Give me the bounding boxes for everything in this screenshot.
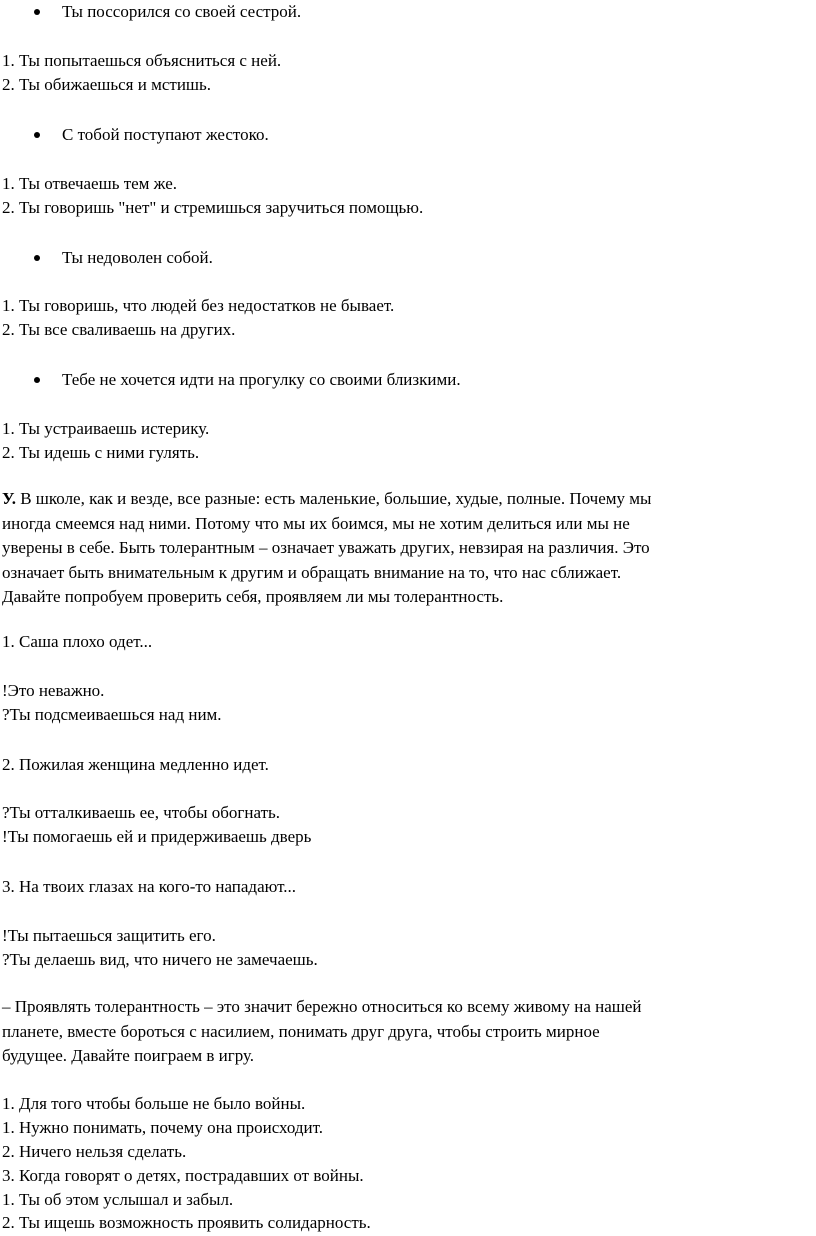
bullet-item [62, 370, 461, 390]
question-line: 2. Пожилая женщина медленно идет. [2, 755, 269, 774]
bullet-text: С тобой поступают жестоко. [62, 125, 269, 144]
game-line: 2. Ничего нельзя сделать. [2, 1142, 187, 1161]
game-line: 3. Когда говорят о детях, пострадавших от войны. [2, 1166, 364, 1185]
paragraph-line: иногда смеемся над ними. Потому что мы их боимся, мы не хотим делиться или мы не [2, 513, 630, 533]
bullet-dot-icon [34, 9, 40, 15]
answer-line: ?Ты делаешь вид, что ничего не замечаешь. [2, 950, 318, 969]
bullet-text: Ты поссорился со своей сестрой. [62, 2, 302, 21]
paragraph-line: означает быть внимательным к другим и обращать внимание на то, что нас сближает. [2, 562, 622, 582]
option-line: 1. Ты устраиваешь истерику. [2, 419, 210, 438]
bullet-item [62, 248, 213, 268]
game-line: 1. Нужно понимать, почему она происходит. [2, 1118, 324, 1137]
game-line: 2. Ты ищешь возможность проявить солидарность. [2, 1213, 371, 1232]
paragraph-line [2, 487, 812, 512]
teacher-paragraph [2, 487, 812, 610]
paragraph-text: В школе, как и везде, все разные: есть маленькие, большие, худые, полные. Почему мы [15, 489, 652, 508]
paragraph-line: – Проявлять толерантность – это значит бережно относиться ко всему живому на нашей [2, 997, 642, 1016]
option-line: 2. Ты говоришь "нет" и стремишься заручиться помощью. [2, 198, 424, 217]
closing-paragraph [2, 995, 812, 1069]
bullet-item [62, 2, 301, 22]
paragraph-line: Давайте попробуем проверить себя, проявляем ли мы толерантность. [2, 587, 504, 607]
bullet-dot-icon [34, 132, 40, 138]
bullet-text: Ты недоволен собой. [62, 248, 213, 267]
option-line: 2. Ты обижаешься и мстишь. [2, 75, 212, 94]
game-line: 1. Для того чтобы больше не было войны. [2, 1094, 306, 1113]
option-line: 2. Ты все сваливаешь на других. [2, 320, 236, 339]
option-line: 1. Ты говоришь, что людей без недостатков не бывает. [2, 296, 395, 315]
option-line: 1. Ты отвечаешь тем же. [2, 174, 177, 193]
bullet-dot-icon [34, 255, 40, 261]
paragraph-line: планете, вместе бороться с насилием, понимать друг друга, чтобы строить мирное [2, 1021, 600, 1041]
option-line: 1. Ты попытаешься объясниться с ней. [2, 51, 282, 70]
question-line: 1. Саша плохо одет... [2, 632, 153, 651]
game-line: 1. Ты об этом услышал и забыл. [2, 1190, 234, 1209]
paragraph-line: уверены в себе. Быть толерантным – означает уважать других, невзирая на различия. Это [2, 538, 650, 558]
question-line: 3. На твоих глазах на кого-то нападают... [2, 877, 296, 896]
option-line: 2. Ты идешь с ними гулять. [2, 443, 200, 462]
answer-line: !Ты пытаешься защитить его. [2, 926, 216, 945]
bullet-dot-icon [34, 377, 40, 383]
bullet-item [62, 125, 269, 145]
speaker-label: У. [2, 489, 16, 508]
bullet-text: Тебе не хочется идти на прогулку со своими близкими. [62, 370, 461, 389]
paragraph-line: будущее. Давайте поиграем в игру. [2, 1046, 255, 1066]
answer-line: !Это неважно. [2, 681, 105, 700]
answer-line: ?Ты подсмеиваешься над ним. [2, 705, 222, 724]
answer-line: ?Ты отталкиваешь ее, чтобы обогнать. [2, 803, 281, 822]
answer-line: !Ты помогаешь ей и придерживаешь дверь [2, 827, 312, 846]
